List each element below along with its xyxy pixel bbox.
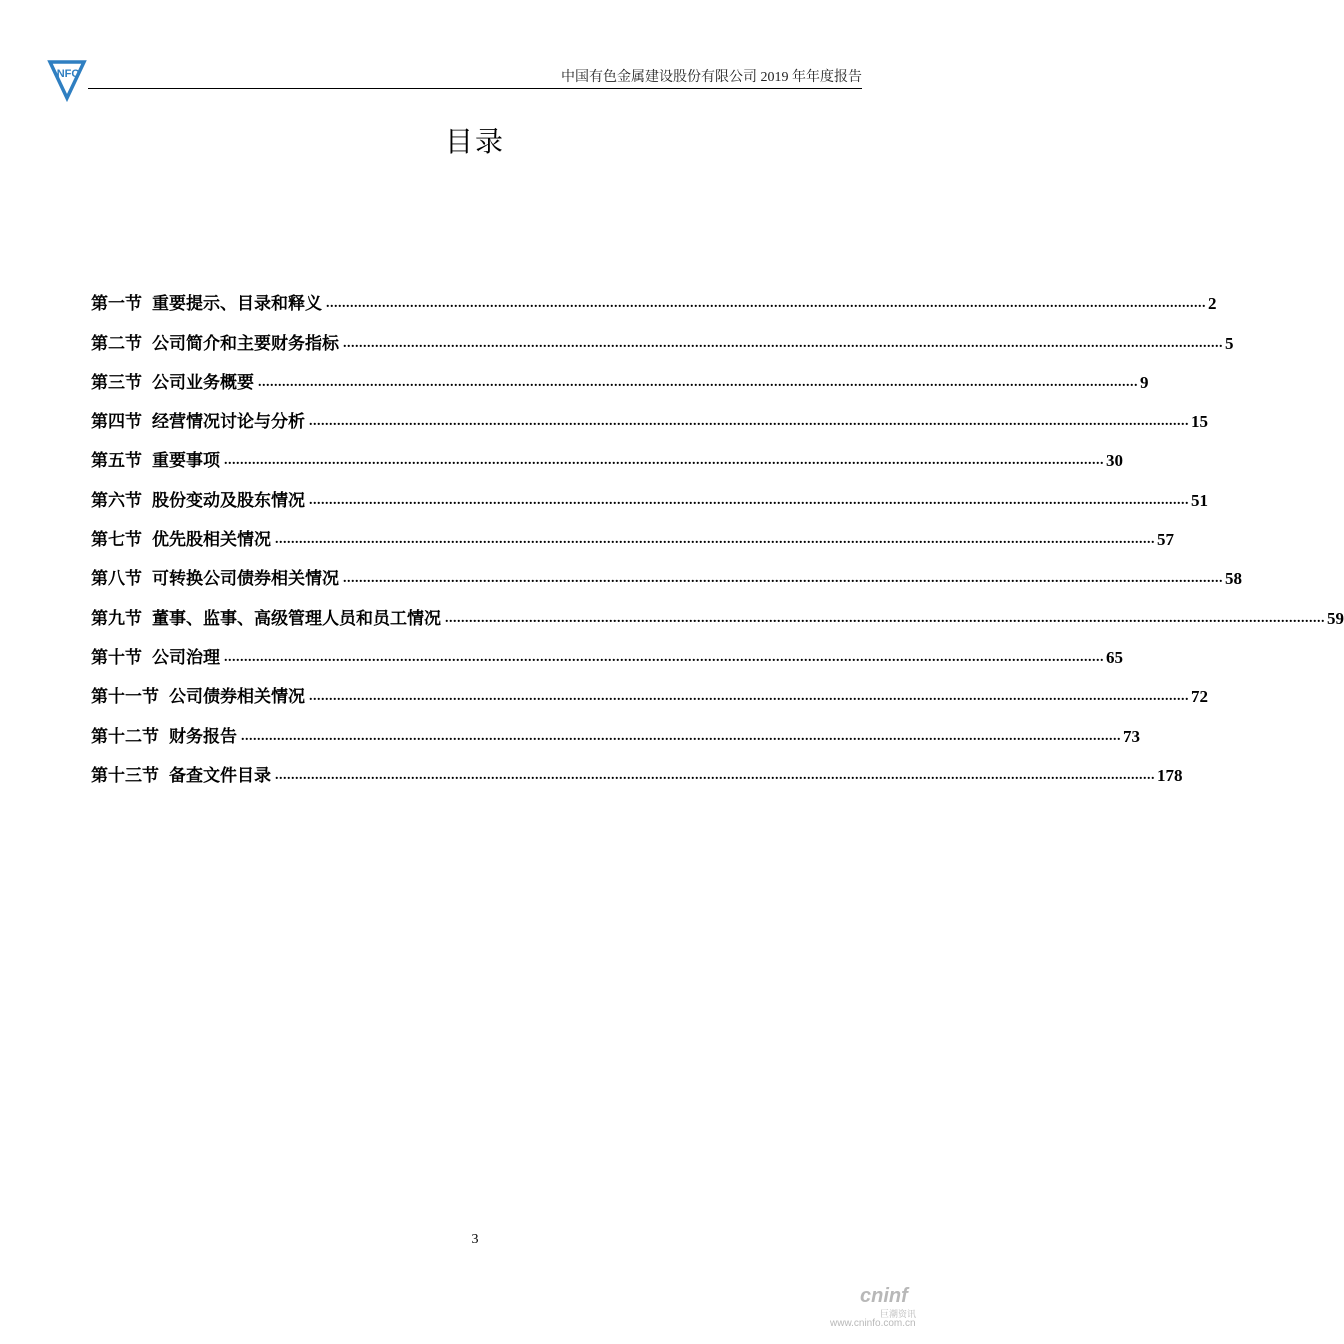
toc-entry[interactable] <box>91 707 1140 747</box>
page-number: 3 <box>471 1232 479 1247</box>
toc-section: 第十三节 <box>91 765 159 786</box>
toc-name: 公司简介和主要财务指标 <box>152 333 339 354</box>
toc-entry[interactable] <box>91 668 1208 708</box>
toc-name: 经营情况讨论与分析 <box>152 412 305 433</box>
toc-section: 第六节 <box>91 490 142 511</box>
watermark-url: www.cninfo.com.cn <box>830 1318 916 1329</box>
toc-entry[interactable] <box>91 589 1344 629</box>
toc-page: 57 <box>1157 530 1174 550</box>
toc-name: 董事、监事、高级管理人员和员工情况 <box>152 608 441 629</box>
toc-section: 第二节 <box>91 333 142 354</box>
toc-name: 可转换公司债券相关情况 <box>152 569 339 590</box>
toc-leader: ............................................................................................................................................................................................................................ <box>258 374 1138 390</box>
toc-name: 重要提示、目录和释义 <box>152 294 322 315</box>
toc-section: 第一节 <box>91 294 142 315</box>
toc-section: 第四节 <box>91 412 142 433</box>
toc-leader: ............................................................................................................................................................................................................................ <box>224 453 1104 469</box>
toc-name: 股份变动及股东情况 <box>152 490 305 511</box>
toc-section: 第九节 <box>91 608 142 629</box>
toc-section: 第十一节 <box>91 687 159 708</box>
toc-name: 财务报告 <box>169 726 237 747</box>
toc-section: 第七节 <box>91 530 142 551</box>
toc-leader: ............................................................................................................................................................................................................................ <box>275 767 1155 783</box>
toc-entry[interactable] <box>91 314 1234 354</box>
toc-name: 公司债券相关情况 <box>169 687 305 708</box>
header-divider <box>88 88 862 89</box>
toc-page: 178 <box>1157 765 1183 785</box>
toc-entry[interactable] <box>91 511 1174 551</box>
watermark-brand: cninf <box>860 1285 908 1307</box>
toc-leader: ............................................................................................................................................................................................................................ <box>275 532 1155 548</box>
toc-leader: ............................................................................................................................................................................................................................ <box>309 414 1189 430</box>
toc-page: 5 <box>1225 333 1234 353</box>
watermark-sub: 巨潮资讯 <box>880 1310 917 1320</box>
toc-page: 15 <box>1191 412 1208 432</box>
toc-page: 9 <box>1140 372 1149 392</box>
toc-name: 公司业务概要 <box>152 372 254 393</box>
toc-page: 72 <box>1191 687 1208 707</box>
toc-entry[interactable] <box>91 747 1183 786</box>
toc-entry[interactable] <box>91 471 1208 511</box>
toc-name: 重要事项 <box>152 451 220 472</box>
toc-page: 30 <box>1106 451 1123 471</box>
toc-leader: ............................................................................................................................................................................................................................ <box>445 610 1325 626</box>
toc-leader: ............................................................................................................................................................................................................................ <box>343 335 1223 351</box>
toc-leader: ............................................................................................................................................................................................................................ <box>326 296 1206 312</box>
toc-page: 58 <box>1225 569 1242 589</box>
toc-page: 59 <box>1327 608 1344 628</box>
toc-page: 73 <box>1123 726 1140 746</box>
toc-page: 65 <box>1106 647 1123 667</box>
company-logo <box>48 58 86 100</box>
toc-leader: ............................................................................................................................................................................................................................ <box>309 689 1189 705</box>
toc-section: 第三节 <box>91 372 142 393</box>
toc-page: 2 <box>1208 294 1217 314</box>
toc-leader: ............................................................................................................................................................................................................................ <box>224 649 1104 665</box>
toc-section: 第十节 <box>91 647 142 668</box>
toc-leader: ............................................................................................................................................................................................................................ <box>241 728 1121 744</box>
toc-name: 优先股相关情况 <box>152 530 271 551</box>
toc-leader: ............................................................................................................................................................................................................................ <box>343 571 1223 587</box>
toc-entry[interactable] <box>91 354 1149 393</box>
toc-leader: ............................................................................................................................................................................................................................ <box>309 492 1189 508</box>
toc-entry[interactable] <box>91 432 1123 472</box>
toc-name: 公司治理 <box>152 647 220 668</box>
toc-entry[interactable] <box>91 393 1208 433</box>
toc-section: 第五节 <box>91 451 142 472</box>
toc-page: 51 <box>1191 490 1208 510</box>
toc-name: 备查文件目录 <box>169 765 271 786</box>
logo-text: NFC <box>56 68 80 80</box>
toc-section: 第八节 <box>91 569 142 590</box>
cninfo-watermark <box>830 1285 946 1335</box>
toc-entry[interactable] <box>91 550 1242 590</box>
page-title: 目录 <box>444 125 505 158</box>
report-title: 中国有色金属建设股份有限公司 2019 年年度报告 <box>561 70 862 85</box>
toc-entry[interactable] <box>91 629 1123 668</box>
toc-entry[interactable] <box>91 275 1217 315</box>
table-of-contents <box>91 275 1344 786</box>
toc-section: 第十二节 <box>91 726 159 747</box>
